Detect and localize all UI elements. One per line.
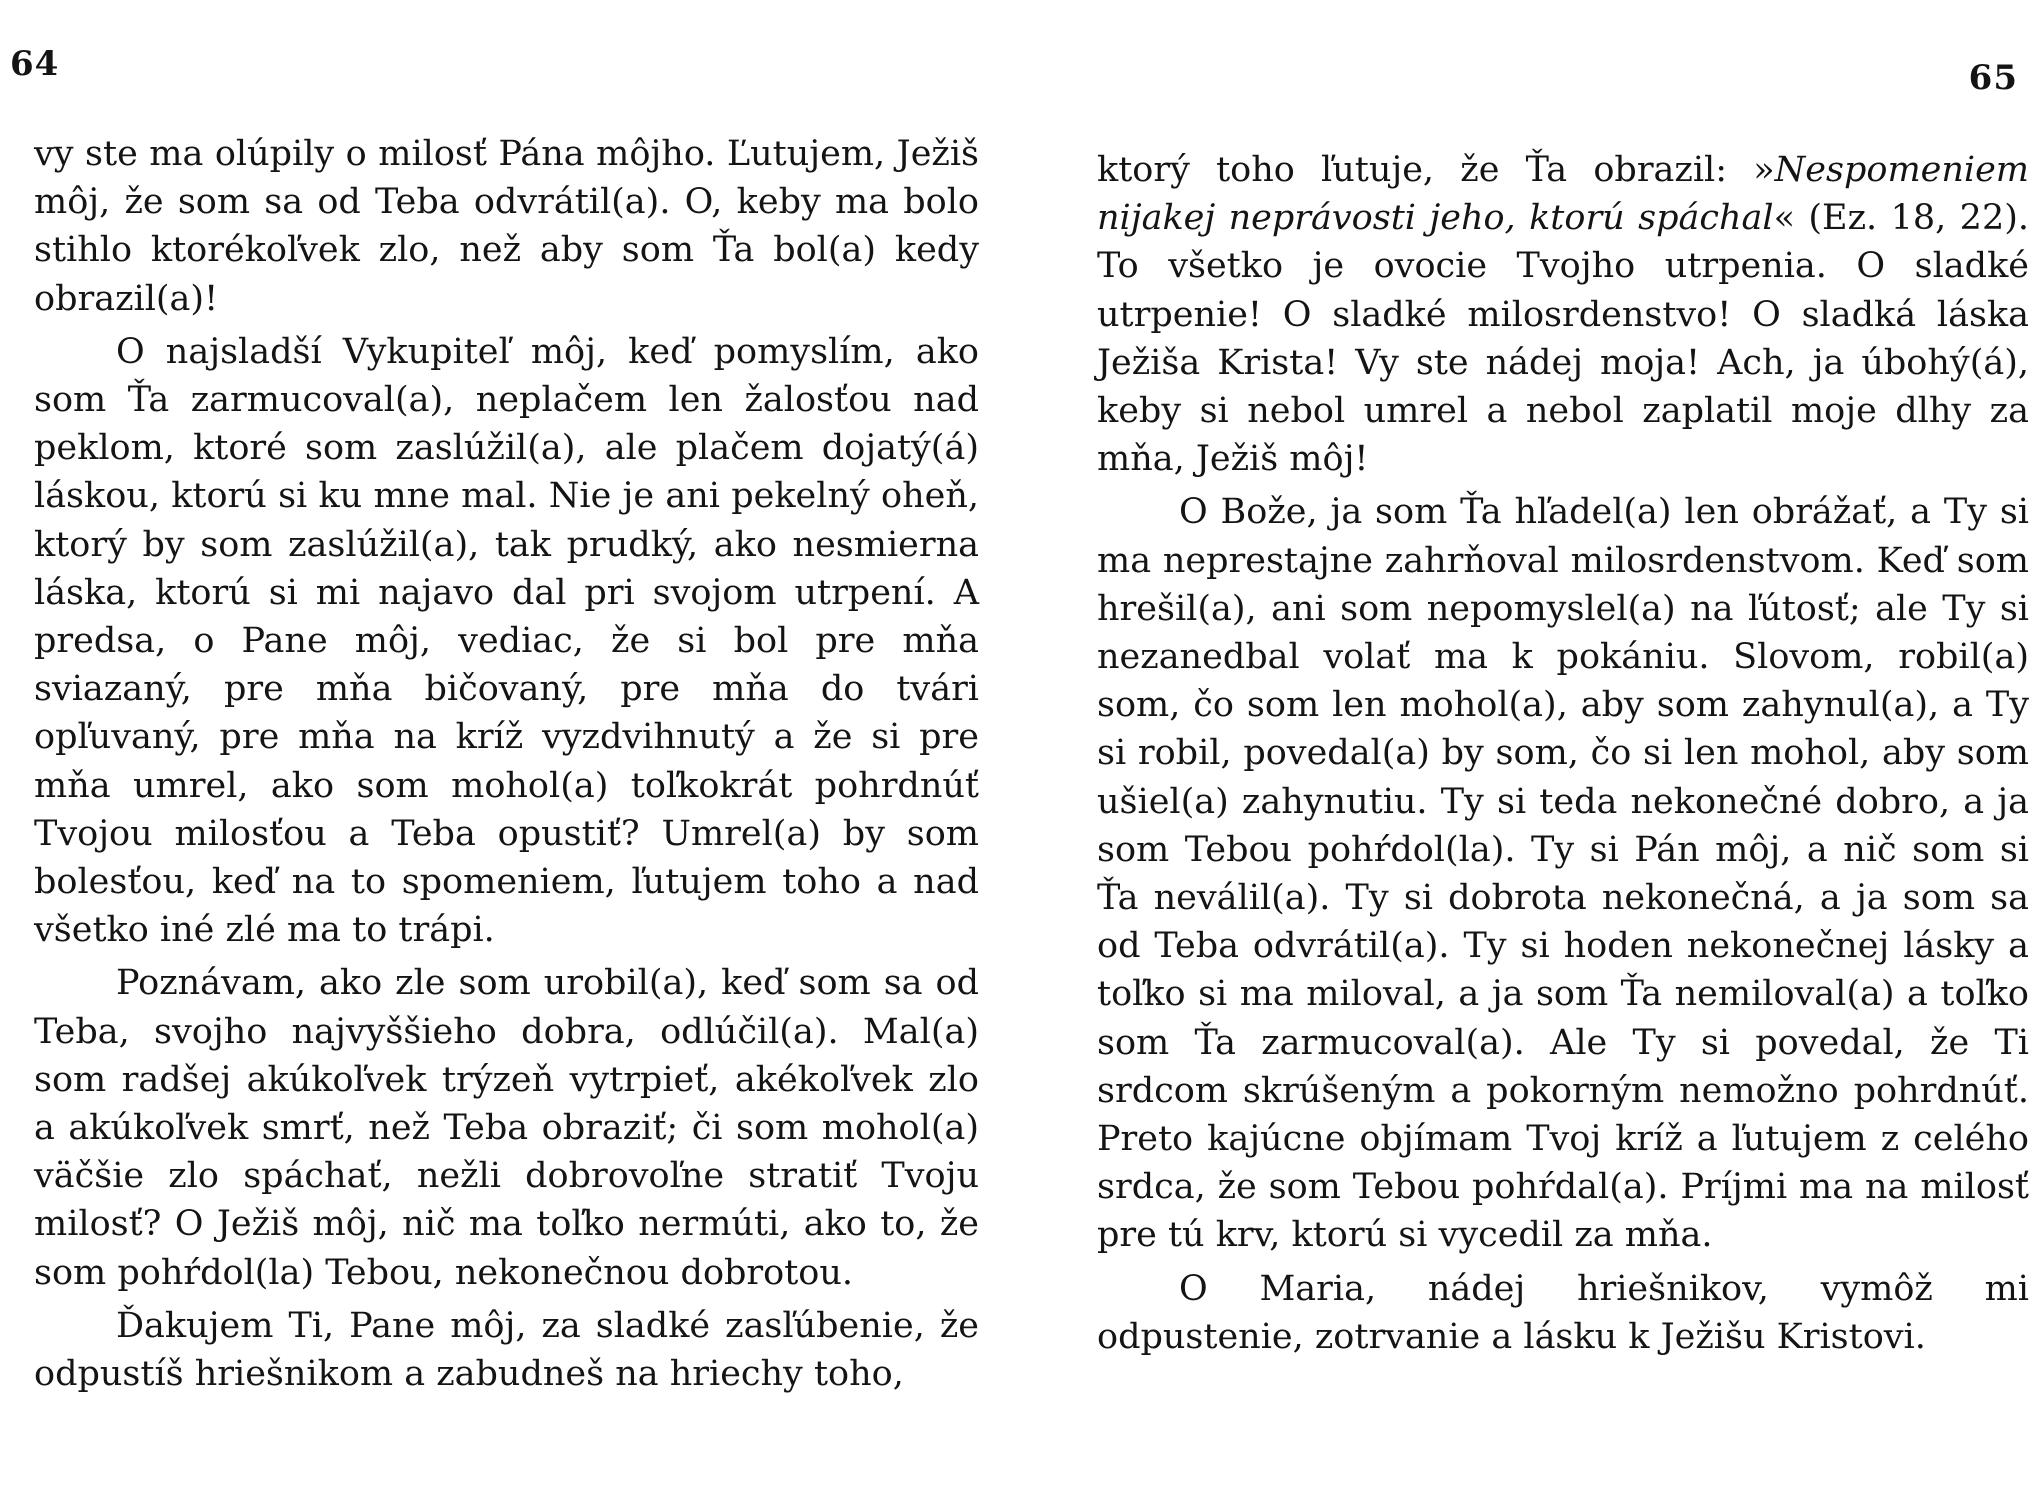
right-paragraph-1-rest: « (Ez. 18, 22). To všetko je ovocie Tvojho utrpenia. O sladké utrpenie! O sladké milosrdenstvo! O sladká láska Ježiša Krista! Vy ste nádej moja! Ach, ja úbohý(á), keby si nebol umrel a nebol zaplatil moje dlhy za mňa, Ježiš môj! xyxy=(1097,198,2029,480)
right-paragraph-3: O Maria, nádej hriešnikov, vymôž mi odpustenie, zotrvanie a lásku k Ježišu Kristovi. xyxy=(1097,1268,2029,1357)
right-paragraph-1 xyxy=(1097,146,2029,483)
left-paragraph-1: vy ste ma olúpily o milosť Pána môjho. Ľutujem, Ježiš môj, že som sa od Teba odvrátil(a). O, keby ma bolo stihlo ktorékoľvek zlo, než aby som Ťa bol(a) kedy obrazil(a)! xyxy=(34,134,979,319)
scripture-quote: Nespomeniem nijakej neprávosti jeho, ktorú spáchal xyxy=(1097,150,2029,239)
right-page-text xyxy=(1097,146,2029,1361)
right-paragraph-2: O Bože, ja som Ťa hľadel(a) len obrážať, a Ty si ma neprestajne zahrňoval milosrdenstvom. Keď som hrešil(a), ani som nepomyslel(a) na ľútosť; ale Ty si nezanedbal volať ma k pokániu. Slovom, robil(a) som, čo som len mohol(a), aby som zahynul(a), a Ty si robil, povedal(a) by som, čo si len mohol, aby som ušiel(a) zahynutiu. Ty si teda nekonečné dobro, a ja som Tebou pohŕdol(la). Ty si Pán môj, a nič som si Ťa neválil(a). Ty si dobrota nekonečná, a ja som sa od Teba odvrátil(a). Ty si hoden nekonečnej lásky a toľko si ma miloval, a ja som Ťa nemiloval(a) a toľko som Ťa zarmucoval(a). Ale Ty si povedal, že Ti srdcom skrúšeným a pokorným nemožno pohrdnúť. Preto kajúcne objímam Tvoj kríž a ľutujem z celého srdca, že som Tebou pohŕdal(a). Príjmi ma na milosť pre tú krv, ktorú si vycedil za mňa. xyxy=(1097,492,2029,1256)
right-page xyxy=(1019,0,2038,1500)
left-page-number: 64 xyxy=(10,44,60,84)
left-page-text xyxy=(34,130,979,1398)
left-paragraph-4: Ďakujem Ti, Pane môj, za sladké zasľúbenie, že odpustíš hriešnikom a zabudneš na hriechy toho, xyxy=(34,1305,979,1395)
right-page-number: 65 xyxy=(1968,58,2018,98)
right-paragraph-1-lead: ktorý toho ľutuje, že Ťa obrazil: » xyxy=(1097,150,1775,190)
left-paragraph-3: Poznávam, ako zle som urobil(a), keď som sa od Teba, svojho najvyššieho dobra, odlúčil(a). Mal(a) som radšej akúkoľvek trýzeň vytrpieť, akékoľvek zlo a akúkoľvek smrť, než Teba obraziť; či som mohol(a) väčšie zlo spáchať, nežli dobrovoľne stratiť Tvoju milosť? O Ježiš môj, nič ma toľko nermúti, ako to, že som pohŕdol(la) Tebou, nekonečnou dobrotou. xyxy=(34,963,979,1293)
left-paragraph-2: O najsladší Vykupiteľ môj, keď pomyslím, ako som Ťa zarmucoval(a), neplačem len žalosťou nad peklom, ktoré som zaslúžil(a), ale plačem dojatý(á) láskou, ktorú si ku mne mal. Nie je ani pekelný oheň, ktorý by som zaslúžil(a), tak prudký, ako nesmierna láska, ktorú si mi najavo dal pri svojom utrpení. A predsa, o Pane môj, vediac, že si bol pre mňa sviazaný, pre mňa bičovaný, pre mňa do tvári opľuvaný, pre mňa na kríž vyzdvihnutý a že si pre mňa umrel, ako som mohol(a) toľkokrát pohrdnúť Tvojou milosťou a Teba opustiť? Umrel(a) by som bolesťou, keď na to spomeniem, ľutujem toho a nad všetko iné zlé ma to trápi. xyxy=(34,331,979,951)
